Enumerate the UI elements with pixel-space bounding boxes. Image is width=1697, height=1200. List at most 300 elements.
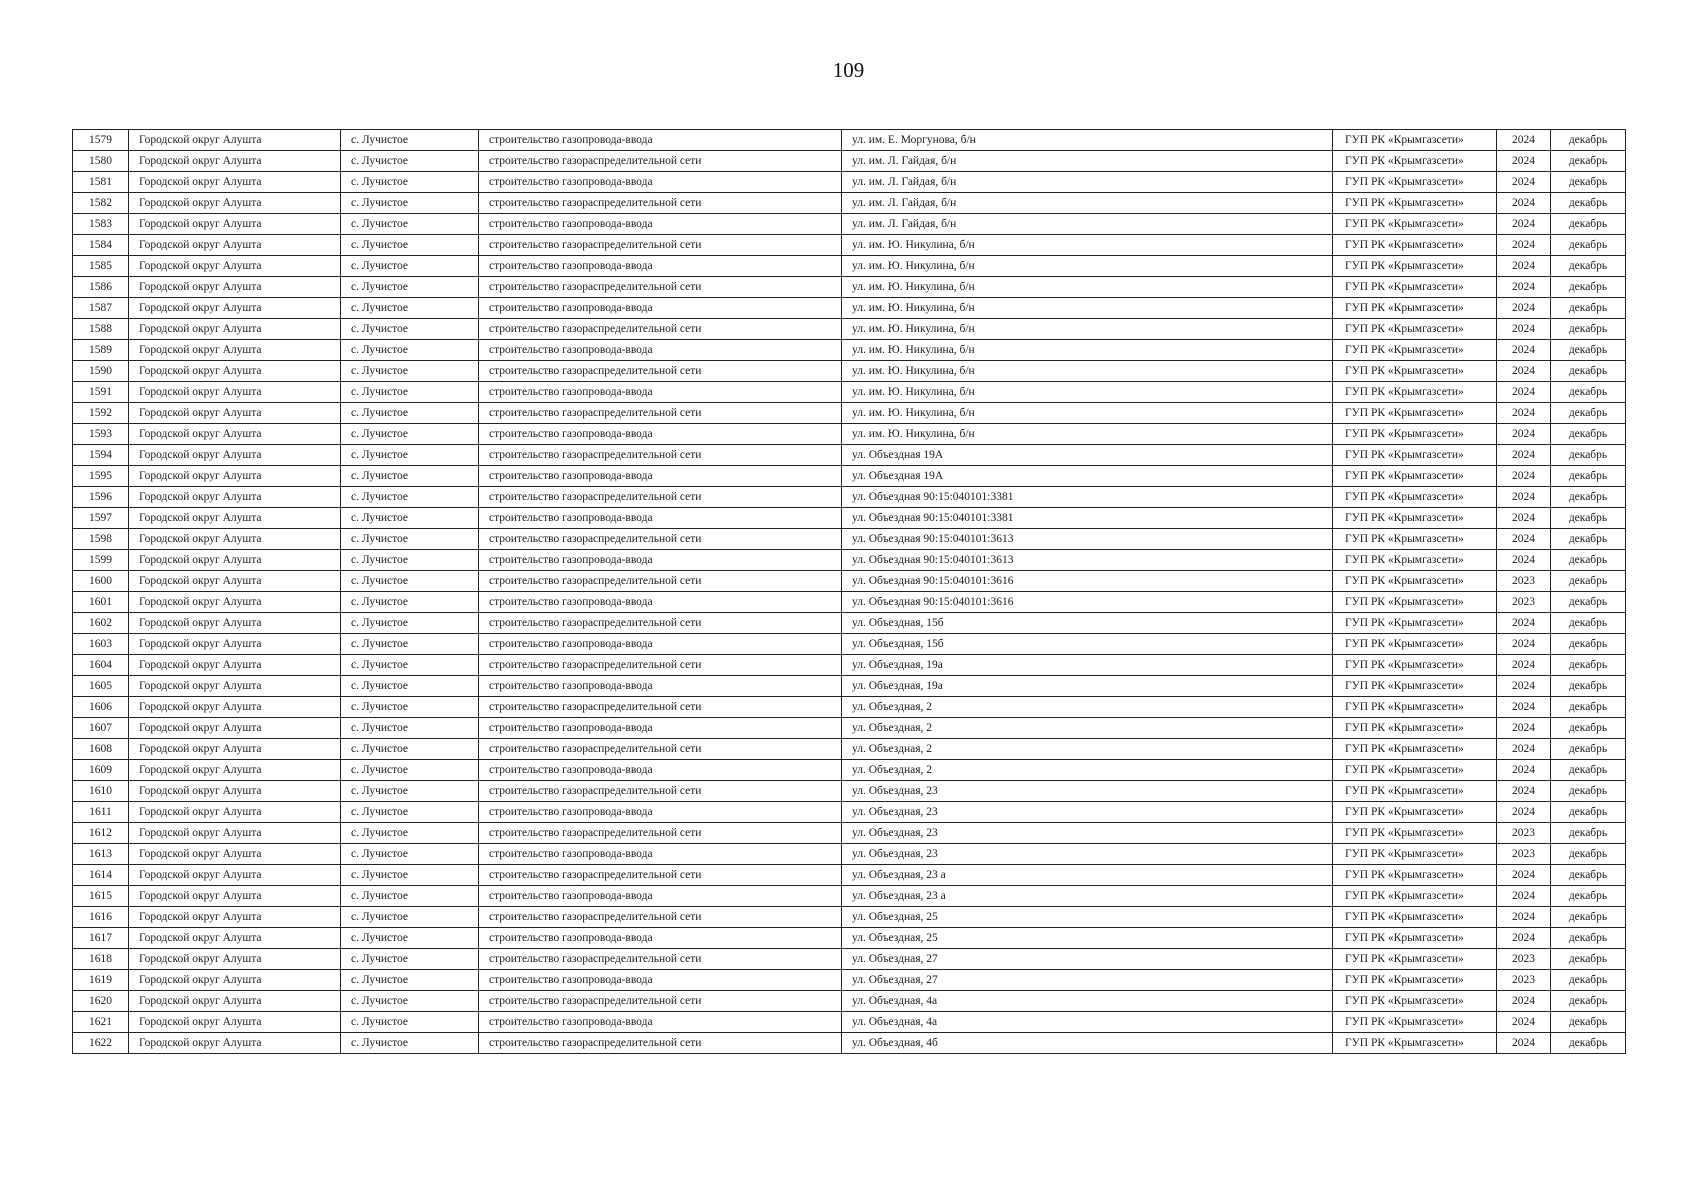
cell-settlement: с. Лучистое [341, 235, 479, 256]
cell-municipality: Городской округ Алушта [129, 487, 341, 508]
cell-month: декабрь [1551, 151, 1626, 172]
cell-work-type: строительство газораспределительной сети [479, 403, 842, 424]
cell-month: декабрь [1551, 529, 1626, 550]
cell-address: ул. им. Е. Моргунова, б/н [842, 130, 1333, 151]
cell-work-type: строительство газораспределительной сети [479, 319, 842, 340]
cell-row-number: 1603 [73, 634, 129, 655]
cell-year: 2024 [1497, 697, 1551, 718]
cell-municipality: Городской округ Алушта [129, 256, 341, 277]
cell-year: 2023 [1497, 970, 1551, 991]
cell-year: 2024 [1497, 634, 1551, 655]
cell-month: декабрь [1551, 298, 1626, 319]
cell-address: ул. им. Ю. Никулина, б/н [842, 319, 1333, 340]
cell-year: 2024 [1497, 508, 1551, 529]
cell-month: декабрь [1551, 655, 1626, 676]
cell-year: 2024 [1497, 214, 1551, 235]
cell-work-type: строительство газораспределительной сети [479, 865, 842, 886]
cell-row-number: 1605 [73, 676, 129, 697]
cell-settlement: с. Лучистое [341, 655, 479, 676]
cell-year: 2024 [1497, 676, 1551, 697]
table-row [73, 1033, 1626, 1054]
cell-settlement: с. Лучистое [341, 256, 479, 277]
cell-settlement: с. Лучистое [341, 424, 479, 445]
cell-row-number: 1595 [73, 466, 129, 487]
cell-year: 2023 [1497, 844, 1551, 865]
cell-month: декабрь [1551, 508, 1626, 529]
cell-address: ул. Объездная, 19а [842, 676, 1333, 697]
cell-municipality: Городской округ Алушта [129, 571, 341, 592]
cell-settlement: с. Лучистое [341, 970, 479, 991]
cell-settlement: с. Лучистое [341, 823, 479, 844]
cell-organization: ГУП РК «Крымгазсети» [1333, 298, 1497, 319]
cell-organization: ГУП РК «Крымгазсети» [1333, 760, 1497, 781]
cell-year: 2024 [1497, 928, 1551, 949]
cell-settlement: с. Лучистое [341, 319, 479, 340]
table-row [73, 928, 1626, 949]
cell-work-type: строительство газораспределительной сети [479, 361, 842, 382]
cell-organization: ГУП РК «Крымгазсети» [1333, 676, 1497, 697]
cell-settlement: с. Лучистое [341, 592, 479, 613]
cell-municipality: Городской округ Алушта [129, 130, 341, 151]
cell-work-type: строительство газопровода-ввода [479, 256, 842, 277]
cell-month: декабрь [1551, 172, 1626, 193]
cell-row-number: 1596 [73, 487, 129, 508]
cell-year: 2024 [1497, 865, 1551, 886]
cell-organization: ГУП РК «Крымгазсети» [1333, 697, 1497, 718]
cell-month: декабрь [1551, 886, 1626, 907]
cell-work-type: строительство газораспределительной сети [479, 193, 842, 214]
cell-organization: ГУП РК «Крымгазсети» [1333, 529, 1497, 550]
cell-work-type: строительство газораспределительной сети [479, 697, 842, 718]
table-row [73, 655, 1626, 676]
cell-row-number: 1616 [73, 907, 129, 928]
cell-row-number: 1581 [73, 172, 129, 193]
cell-municipality: Городской округ Алушта [129, 151, 341, 172]
cell-settlement: с. Лучистое [341, 718, 479, 739]
cell-work-type: строительство газораспределительной сети [479, 991, 842, 1012]
cell-settlement: с. Лучистое [341, 193, 479, 214]
cell-year: 2024 [1497, 718, 1551, 739]
cell-year: 2024 [1497, 445, 1551, 466]
cell-settlement: с. Лучистое [341, 928, 479, 949]
cell-month: декабрь [1551, 382, 1626, 403]
cell-address: ул. Объездная 90:15:040101:3613 [842, 550, 1333, 571]
cell-year: 2024 [1497, 382, 1551, 403]
table-row [73, 319, 1626, 340]
table-row [73, 151, 1626, 172]
cell-address: ул. им. Ю. Никулина, б/н [842, 277, 1333, 298]
cell-settlement: с. Лучистое [341, 550, 479, 571]
table-row [73, 172, 1626, 193]
cell-row-number: 1600 [73, 571, 129, 592]
cell-organization: ГУП РК «Крымгазсети» [1333, 781, 1497, 802]
cell-organization: ГУП РК «Крымгазсети» [1333, 130, 1497, 151]
cell-organization: ГУП РК «Крымгазсети» [1333, 550, 1497, 571]
cell-municipality: Городской округ Алушта [129, 214, 341, 235]
cell-municipality: Городской округ Алушта [129, 718, 341, 739]
cell-address: ул. Объездная 19А [842, 445, 1333, 466]
cell-organization: ГУП РК «Крымгазсети» [1333, 214, 1497, 235]
cell-settlement: с. Лучистое [341, 172, 479, 193]
cell-row-number: 1609 [73, 760, 129, 781]
cell-municipality: Городской округ Алушта [129, 466, 341, 487]
cell-address: ул. им. Л. Гайдая, б/н [842, 214, 1333, 235]
cell-year: 2024 [1497, 130, 1551, 151]
table-row [73, 466, 1626, 487]
cell-row-number: 1621 [73, 1012, 129, 1033]
cell-row-number: 1597 [73, 508, 129, 529]
cell-municipality: Городской округ Алушта [129, 235, 341, 256]
cell-work-type: строительство газопровода-ввода [479, 592, 842, 613]
cell-month: декабрь [1551, 361, 1626, 382]
cell-municipality: Городской округ Алушта [129, 361, 341, 382]
cell-address: ул. Объездная, 23 а [842, 865, 1333, 886]
cell-month: декабрь [1551, 970, 1626, 991]
cell-year: 2024 [1497, 781, 1551, 802]
table-row [73, 277, 1626, 298]
cell-municipality: Городской округ Алушта [129, 907, 341, 928]
cell-row-number: 1618 [73, 949, 129, 970]
cell-year: 2024 [1497, 340, 1551, 361]
cell-work-type: строительство газопровода-ввода [479, 340, 842, 361]
cell-organization: ГУП РК «Крымгазсети» [1333, 802, 1497, 823]
table-row [73, 676, 1626, 697]
cell-year: 2023 [1497, 823, 1551, 844]
cell-row-number: 1602 [73, 613, 129, 634]
cell-row-number: 1619 [73, 970, 129, 991]
cell-month: декабрь [1551, 781, 1626, 802]
cell-address: ул. им. Ю. Никулина, б/н [842, 424, 1333, 445]
cell-month: декабрь [1551, 424, 1626, 445]
cell-work-type: строительство газопровода-ввода [479, 928, 842, 949]
cell-municipality: Городской округ Алушта [129, 634, 341, 655]
cell-month: декабрь [1551, 949, 1626, 970]
table-row [73, 571, 1626, 592]
cell-year: 2024 [1497, 886, 1551, 907]
table-row [73, 193, 1626, 214]
cell-row-number: 1622 [73, 1033, 129, 1054]
cell-settlement: с. Лучистое [341, 739, 479, 760]
cell-month: декабрь [1551, 865, 1626, 886]
table-row [73, 403, 1626, 424]
cell-row-number: 1615 [73, 886, 129, 907]
cell-settlement: с. Лучистое [341, 907, 479, 928]
cell-row-number: 1610 [73, 781, 129, 802]
cell-organization: ГУП РК «Крымгазсети» [1333, 340, 1497, 361]
cell-municipality: Городской округ Алушта [129, 403, 341, 424]
cell-municipality: Городской округ Алушта [129, 382, 341, 403]
cell-address: ул. Объездная 90:15:040101:3381 [842, 508, 1333, 529]
cell-settlement: с. Лучистое [341, 802, 479, 823]
cell-month: декабрь [1551, 592, 1626, 613]
cell-settlement: с. Лучистое [341, 403, 479, 424]
cell-organization: ГУП РК «Крымгазсети» [1333, 844, 1497, 865]
cell-settlement: с. Лучистое [341, 760, 479, 781]
cell-month: декабрь [1551, 445, 1626, 466]
table-body [73, 130, 1626, 1054]
cell-address: ул. Объездная, 27 [842, 970, 1333, 991]
cell-address: ул. им. Ю. Никулина, б/н [842, 340, 1333, 361]
cell-month: декабрь [1551, 571, 1626, 592]
cell-address: ул. им. Ю. Никулина, б/н [842, 361, 1333, 382]
cell-month: декабрь [1551, 487, 1626, 508]
cell-address: ул. им. Ю. Никулина, б/н [842, 403, 1333, 424]
cell-work-type: строительство газопровода-ввода [479, 718, 842, 739]
cell-work-type: строительство газораспределительной сети [479, 571, 842, 592]
cell-month: декабрь [1551, 1012, 1626, 1033]
cell-address: ул. Объездная, 23 [842, 802, 1333, 823]
cell-row-number: 1598 [73, 529, 129, 550]
cell-work-type: строительство газопровода-ввода [479, 886, 842, 907]
cell-work-type: строительство газопровода-ввода [479, 970, 842, 991]
cell-year: 2024 [1497, 298, 1551, 319]
cell-year: 2024 [1497, 655, 1551, 676]
cell-address: ул. Объездная, 4б [842, 1033, 1333, 1054]
cell-year: 2024 [1497, 802, 1551, 823]
table-row [73, 592, 1626, 613]
cell-municipality: Городской округ Алушта [129, 550, 341, 571]
cell-work-type: строительство газопровода-ввода [479, 760, 842, 781]
cell-work-type: строительство газораспределительной сети [479, 613, 842, 634]
cell-year: 2024 [1497, 739, 1551, 760]
cell-year: 2024 [1497, 613, 1551, 634]
cell-row-number: 1592 [73, 403, 129, 424]
cell-work-type: строительство газопровода-ввода [479, 634, 842, 655]
cell-row-number: 1586 [73, 277, 129, 298]
cell-address: ул. Объездная, 15б [842, 613, 1333, 634]
cell-organization: ГУП РК «Крымгазсети» [1333, 718, 1497, 739]
cell-organization: ГУП РК «Крымгазсети» [1333, 172, 1497, 193]
table-row [73, 445, 1626, 466]
cell-municipality: Городской округ Алушта [129, 445, 341, 466]
cell-row-number: 1594 [73, 445, 129, 466]
cell-municipality: Городской округ Алушта [129, 739, 341, 760]
table-row [73, 634, 1626, 655]
cell-work-type: строительство газораспределительной сети [479, 445, 842, 466]
table-row [73, 739, 1626, 760]
cell-row-number: 1607 [73, 718, 129, 739]
cell-row-number: 1606 [73, 697, 129, 718]
cell-address: ул. им. Л. Гайдая, б/н [842, 172, 1333, 193]
cell-municipality: Городской округ Алушта [129, 298, 341, 319]
cell-row-number: 1588 [73, 319, 129, 340]
cell-month: декабрь [1551, 907, 1626, 928]
cell-municipality: Городской округ Алушта [129, 508, 341, 529]
cell-work-type: строительство газопровода-ввода [479, 382, 842, 403]
cell-settlement: с. Лучистое [341, 529, 479, 550]
table-row [73, 382, 1626, 403]
cell-municipality: Городской округ Алушта [129, 592, 341, 613]
cell-settlement: с. Лучистое [341, 571, 479, 592]
cell-work-type: строительство газопровода-ввода [479, 802, 842, 823]
cell-organization: ГУП РК «Крымгазсети» [1333, 256, 1497, 277]
table-row [73, 529, 1626, 550]
cell-month: декабрь [1551, 739, 1626, 760]
cell-settlement: с. Лучистое [341, 445, 479, 466]
cell-year: 2024 [1497, 907, 1551, 928]
cell-month: декабрь [1551, 634, 1626, 655]
cell-organization: ГУП РК «Крымгазсети» [1333, 571, 1497, 592]
cell-municipality: Городской округ Алушта [129, 319, 341, 340]
cell-address: ул. Объездная, 2 [842, 697, 1333, 718]
cell-municipality: Городской округ Алушта [129, 844, 341, 865]
cell-year: 2024 [1497, 487, 1551, 508]
cell-year: 2024 [1497, 466, 1551, 487]
cell-municipality: Городской округ Алушта [129, 529, 341, 550]
cell-settlement: с. Лучистое [341, 151, 479, 172]
cell-year: 2024 [1497, 151, 1551, 172]
table-row [73, 361, 1626, 382]
cell-organization: ГУП РК «Крымгазсети» [1333, 739, 1497, 760]
cell-address: ул. Объездная, 23 а [842, 886, 1333, 907]
cell-row-number: 1613 [73, 844, 129, 865]
cell-settlement: с. Лучистое [341, 382, 479, 403]
cell-month: декабрь [1551, 676, 1626, 697]
cell-year: 2024 [1497, 1033, 1551, 1054]
cell-work-type: строительство газораспределительной сети [479, 907, 842, 928]
cell-month: декабрь [1551, 823, 1626, 844]
cell-work-type: строительство газораспределительной сети [479, 781, 842, 802]
cell-row-number: 1617 [73, 928, 129, 949]
cell-settlement: с. Лучистое [341, 1033, 479, 1054]
cell-municipality: Городской округ Алушта [129, 1012, 341, 1033]
cell-year: 2023 [1497, 571, 1551, 592]
cell-municipality: Городской округ Алушта [129, 886, 341, 907]
cell-address: ул. им. Ю. Никулина, б/н [842, 382, 1333, 403]
cell-settlement: с. Лучистое [341, 676, 479, 697]
table-row [73, 340, 1626, 361]
cell-work-type: строительство газопровода-ввода [479, 298, 842, 319]
cell-month: декабрь [1551, 928, 1626, 949]
cell-settlement: с. Лучистое [341, 613, 479, 634]
cell-work-type: строительство газопровода-ввода [479, 466, 842, 487]
cell-row-number: 1587 [73, 298, 129, 319]
cell-settlement: с. Лучистое [341, 130, 479, 151]
cell-row-number: 1583 [73, 214, 129, 235]
cell-organization: ГУП РК «Крымгазсети» [1333, 487, 1497, 508]
cell-address: ул. Объездная, 25 [842, 907, 1333, 928]
cell-settlement: с. Лучистое [341, 991, 479, 1012]
cell-row-number: 1614 [73, 865, 129, 886]
cell-row-number: 1608 [73, 739, 129, 760]
table-row [73, 487, 1626, 508]
cell-month: декабрь [1551, 214, 1626, 235]
cell-work-type: строительство газораспределительной сети [479, 655, 842, 676]
table-row [73, 760, 1626, 781]
cell-municipality: Городской округ Алушта [129, 760, 341, 781]
cell-organization: ГУП РК «Крымгазсети» [1333, 1033, 1497, 1054]
cell-year: 2024 [1497, 550, 1551, 571]
cell-municipality: Городской округ Алушта [129, 697, 341, 718]
cell-address: ул. им. Л. Гайдая, б/н [842, 193, 1333, 214]
cell-address: ул. им. Ю. Никулина, б/н [842, 256, 1333, 277]
cell-settlement: с. Лучистое [341, 634, 479, 655]
cell-organization: ГУП РК «Крымгазсети» [1333, 319, 1497, 340]
cell-municipality: Городской округ Алушта [129, 928, 341, 949]
table-row [73, 235, 1626, 256]
cell-address: ул. им. Л. Гайдая, б/н [842, 151, 1333, 172]
table-row [73, 865, 1626, 886]
cell-row-number: 1585 [73, 256, 129, 277]
gasification-table [72, 129, 1626, 1054]
cell-municipality: Городской округ Алушта [129, 949, 341, 970]
cell-month: декабрь [1551, 1033, 1626, 1054]
cell-month: декабрь [1551, 403, 1626, 424]
cell-month: декабрь [1551, 277, 1626, 298]
table-row [73, 697, 1626, 718]
cell-work-type: строительство газопровода-ввода [479, 130, 842, 151]
cell-address: ул. Объездная, 25 [842, 928, 1333, 949]
cell-organization: ГУП РК «Крымгазсети» [1333, 466, 1497, 487]
cell-municipality: Городской округ Алушта [129, 613, 341, 634]
cell-municipality: Городской округ Алушта [129, 970, 341, 991]
cell-organization: ГУП РК «Крымгазсети» [1333, 508, 1497, 529]
cell-address: ул. Объездная, 15б [842, 634, 1333, 655]
cell-municipality: Городской округ Алушта [129, 802, 341, 823]
cell-address: ул. Объездная, 27 [842, 949, 1333, 970]
cell-work-type: строительство газораспределительной сети [479, 235, 842, 256]
cell-organization: ГУП РК «Крымгазсети» [1333, 592, 1497, 613]
cell-year: 2024 [1497, 760, 1551, 781]
cell-work-type: строительство газопровода-ввода [479, 1012, 842, 1033]
cell-row-number: 1591 [73, 382, 129, 403]
cell-address: ул. им. Ю. Никулина, б/н [842, 298, 1333, 319]
table-row [73, 718, 1626, 739]
cell-year: 2024 [1497, 319, 1551, 340]
cell-address: ул. им. Ю. Никулина, б/н [842, 235, 1333, 256]
cell-work-type: строительство газораспределительной сети [479, 277, 842, 298]
cell-municipality: Городской округ Алушта [129, 676, 341, 697]
cell-month: декабрь [1551, 760, 1626, 781]
cell-address: ул. Объездная, 23 [842, 844, 1333, 865]
cell-year: 2024 [1497, 235, 1551, 256]
table-row [73, 949, 1626, 970]
cell-month: декабрь [1551, 256, 1626, 277]
cell-settlement: с. Лучистое [341, 361, 479, 382]
cell-month: декабрь [1551, 802, 1626, 823]
cell-organization: ГУП РК «Крымгазсети» [1333, 907, 1497, 928]
cell-settlement: с. Лучистое [341, 781, 479, 802]
cell-year: 2024 [1497, 424, 1551, 445]
cell-organization: ГУП РК «Крымгазсети» [1333, 655, 1497, 676]
cell-address: ул. Объездная 90:15:040101:3616 [842, 571, 1333, 592]
cell-settlement: с. Лучистое [341, 697, 479, 718]
cell-month: декабрь [1551, 844, 1626, 865]
cell-work-type: строительство газораспределительной сети [479, 151, 842, 172]
cell-year: 2024 [1497, 172, 1551, 193]
cell-organization: ГУП РК «Крымгазсети» [1333, 1012, 1497, 1033]
cell-settlement: с. Лучистое [341, 1012, 479, 1033]
cell-municipality: Городской округ Алушта [129, 991, 341, 1012]
cell-month: декабрь [1551, 340, 1626, 361]
cell-settlement: с. Лучистое [341, 949, 479, 970]
table-row [73, 1012, 1626, 1033]
page-number: 109 [832, 58, 865, 82]
table-row [73, 424, 1626, 445]
cell-address: ул. Объездная 90:15:040101:3381 [842, 487, 1333, 508]
cell-organization: ГУП РК «Крымгазсети» [1333, 865, 1497, 886]
cell-work-type: строительство газопровода-ввода [479, 676, 842, 697]
cell-municipality: Городской округ Алушта [129, 823, 341, 844]
cell-row-number: 1593 [73, 424, 129, 445]
cell-organization: ГУП РК «Крымгазсети» [1333, 928, 1497, 949]
cell-work-type: строительство газопровода-ввода [479, 550, 842, 571]
cell-year: 2024 [1497, 256, 1551, 277]
cell-organization: ГУП РК «Крымгазсети» [1333, 886, 1497, 907]
cell-organization: ГУП РК «Крымгазсети» [1333, 235, 1497, 256]
cell-year: 2024 [1497, 403, 1551, 424]
cell-organization: ГУП РК «Крымгазсети» [1333, 193, 1497, 214]
